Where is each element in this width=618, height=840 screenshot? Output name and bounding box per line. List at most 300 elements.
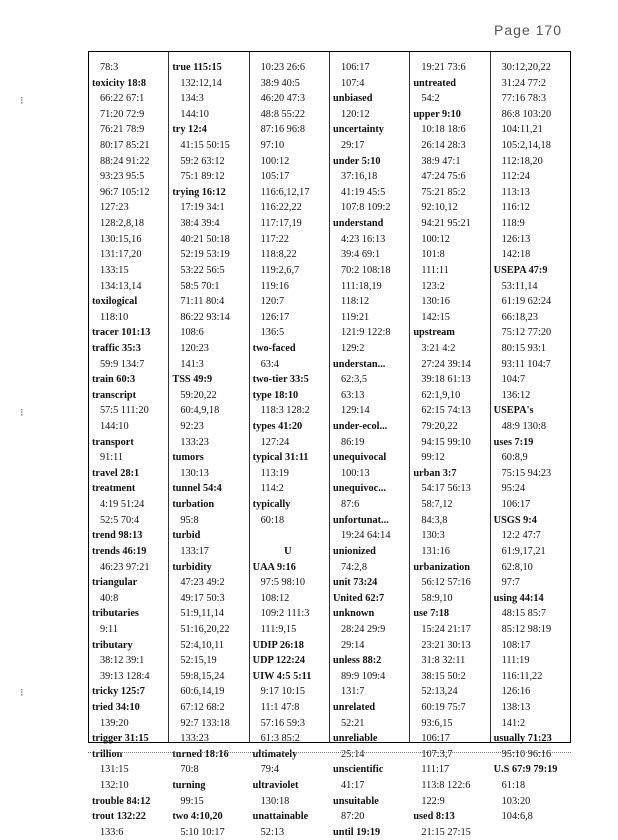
page-reference: 120:7 [260,296,285,308]
page-reference: 39:18 61:13 [421,374,471,386]
page-reference: 117:17,19 [260,218,302,230]
index-term: under-ecol... [332,421,388,433]
page-reference: 106:17 [501,499,531,511]
page-reference: 106:17 [340,62,370,73]
index-term: typical 31:11 [252,452,309,464]
page-reference: 142:18 [501,249,531,261]
page-reference: 97:7 [501,577,520,589]
page-reference: 80:17 85:21 [100,140,150,152]
page-reference: 118:9 [501,218,525,230]
page-reference: 87:20 [340,811,365,823]
page-reference: 23:21 30:13 [421,639,471,651]
page-reference: 38:9 40:5 [260,77,300,89]
page-reference: 109:2 111:3 [260,608,310,620]
page-reference: 113:19 [260,467,289,479]
page-reference: 58:9,10 [421,592,453,604]
index-term: under 5:10 [332,155,381,167]
page-reference: 46:23 97:21 [100,561,150,573]
page-reference: 131:17,20 [100,249,142,261]
index-term: understand [332,218,384,230]
page-reference: 29:14 [340,639,365,651]
index-term: unattainable [252,811,309,823]
page-reference: 107:4 [340,77,365,89]
section-letter: U [284,545,292,557]
page-reference: 62:1,9,10 [421,389,461,401]
page-reference: 29:17 [340,140,365,152]
index-term: UDP 122:24 [252,655,305,667]
index-term: type 18:10 [252,389,299,401]
index-term: unrelated [332,701,376,713]
page-reference: 28:24 29:9 [340,623,386,635]
page-reference: 87:16 96:8 [260,124,305,136]
page-reference: 52:4,10,11 [180,639,224,651]
page-reference: 71:20 72:9 [100,108,145,120]
index-term: upper 9:10 [413,108,461,120]
index-term: tried 34:10 [92,701,140,713]
page-reference: 93:23 95:5 [100,171,145,183]
page-reference: 127:24 [260,436,290,448]
page-reference: 66:18,23 [501,311,538,323]
page-reference: 134:13,14 [100,280,142,292]
page-reference: 130:16 [421,296,450,308]
index-term: treatment [92,483,136,495]
page-reference: 86:19 [340,436,365,448]
page-reference: 133:23 [180,733,209,745]
page-reference: 61:19 62:24 [501,296,552,308]
page-reference: 126:16 [501,686,531,698]
page-reference: 75:15 94:23 [501,467,552,479]
page-reference: 95:8 [180,514,199,526]
page-reference [253,528,329,544]
page-reference: 86:8 103:20 [501,108,552,120]
index-term: uses 7:19 [493,436,534,448]
page-reference: 116:11,22 [501,670,543,682]
page-reference: 133:15 [100,264,129,276]
page-reference: 118:12 [340,296,370,308]
page-reference: 117:22 [260,233,289,245]
page-reference: 120:12 [340,108,370,120]
index-term: two-faced [252,342,296,354]
word-index-table [88,51,571,838]
page-reference: 132:12,14 [180,77,222,89]
page-reference: 41:19 45:5 [340,186,386,198]
index-term: ultimately [252,748,298,760]
index-term: types 41:20 [252,421,303,433]
index-term: unionized [332,545,376,557]
page-reference: 39:4 69:1 [340,249,381,261]
page-reference: 130:13 [180,467,209,479]
index-term: trouble 84:12 [92,795,151,807]
page-reference: 127:23 [100,202,129,214]
page-reference: 38:4 39:4 [180,218,220,230]
page-reference: 131:16 [421,545,450,557]
page-reference: 88:24 91:22 [100,155,150,167]
index-term: two 4:10,20 [172,811,223,823]
page-reference: 94:21 95:21 [421,218,471,230]
index-term: turning [172,780,206,792]
index-term: TSS 49:9 [172,374,213,386]
page-reference: 130:15,16 [100,233,142,245]
index-column-4 [329,52,409,838]
index-column-1 [89,52,168,838]
index-term: unit 73:24 [332,577,378,589]
page-reference: 52:13,24 [421,686,458,698]
page-reference: 12:2 47:7 [501,530,541,542]
page-reference: 62:8,10 [501,561,533,573]
page-reference: 93:6,15 [421,717,453,729]
page-reference: 76:21 78:9 [100,124,145,136]
index-term: UAA 9:16 [252,561,296,573]
index-column-6 [490,52,570,823]
index-term: USEPA 47:9 [493,264,548,276]
page-reference: 75:21 85:2 [421,186,466,198]
page-reference: 107:3,7 [421,748,453,760]
index-term: toxilogical [92,296,138,308]
index-term: two-tier 33:5 [252,374,309,386]
page-reference: 59:9 134:7 [100,358,145,370]
page-reference: 104:6,8 [501,811,533,823]
page-reference: 39:13 128:4 [100,670,150,682]
page-reference: 105:2,14,18 [501,140,551,152]
page-reference: 47:24 75:6 [421,171,466,183]
page-reference: 112:24 [501,171,530,183]
page-reference: 57:16 59:3 [260,717,305,729]
page-reference: 52:13 [260,826,285,838]
page-reference: 92:10,12 [421,202,458,214]
page-reference: 116:6,12,17 [260,186,310,198]
page-reference: 96:7 105:12 [100,186,150,198]
page-reference: 107:8 109:2 [340,202,391,214]
index-term: use 7:18 [413,608,450,620]
page-reference: 97:10 [260,140,285,152]
page-reference: 25:14 [340,748,365,760]
page-reference: 92:23 [180,421,204,433]
index-term: traffic 35:3 [92,342,141,354]
page-reference: 19:21 73:6 [421,62,466,73]
page-reference: 108:6 [180,327,204,339]
index-term: turned 18:16 [172,748,229,760]
page-reference: 84:3,8 [421,514,448,526]
page-reference: 19:24 64:14 [340,530,391,542]
page-reference: 37:16,18 [340,171,378,183]
page-reference: 9:11 [100,623,118,635]
index-term: true 115:15 [172,62,222,73]
page-reference: 58:7,12 [421,499,453,511]
page-reference: 131:7 [340,686,365,698]
page-reference: 133:6 [100,826,124,838]
page-reference: 122:9 [421,795,445,807]
page-reference: 62:15 74:13 [421,405,471,417]
page-reference: 38:12 39:1 [100,655,145,667]
page-reference: 52:19 53:19 [180,249,230,261]
page-reference: 99:12 [421,452,445,464]
page-reference: 139:20 [100,717,129,729]
index-term: usually 71:23 [493,733,552,745]
page-reference: 75:12 77:20 [501,327,552,339]
page-reference: 108:12 [260,592,290,604]
page-reference: 126:17 [260,311,290,323]
index-term: UIW 4:5 5:11 [252,670,312,682]
index-term: travel 28:1 [92,467,140,479]
page-reference: 93:11 104:7 [501,358,551,370]
page-reference: 111:19 [501,655,530,667]
index-term: used 8:13 [413,811,455,823]
page-reference: 105:17 [260,171,290,183]
page-reference: 75:1 89:12 [180,171,225,183]
page-reference: 119:21 [340,311,370,323]
index-column-3 [249,52,329,838]
page-reference: 129:14 [340,405,370,417]
index-term: using 44:14 [493,592,544,604]
page-reference: 113:8 122:6 [421,780,471,792]
index-term: urbanization [413,561,470,573]
page-reference: 92:7 133:18 [180,717,230,729]
page-reference: 11:1 47:8 [260,701,300,713]
page-reference: 136:5 [260,327,285,339]
page-reference: 103:20 [501,795,531,807]
page-reference: 53:22 56:5 [180,264,225,276]
page-reference: 91:11 [100,452,124,464]
index-term: unequivocal [332,452,387,464]
page-reference: 60:18 [260,514,285,526]
page-reference: 51:16,20,22 [180,623,230,635]
page-reference: 101:8 [421,249,445,261]
page-reference: 130:3 [421,530,445,542]
page-reference: 48:9 130:8 [501,421,546,433]
page-reference: 41:15 50:15 [180,140,230,152]
index-term: unequivoc... [332,483,386,495]
page-reference: 111:11 [421,264,449,276]
page-reference: 144:10 [100,421,129,433]
page-reference: 31:8 32:11 [421,655,466,667]
index-term: unreliable [332,733,378,745]
page-reference: 67:12 68:2 [180,701,225,713]
index-term: transport [92,436,134,448]
page-reference: 77:16 78:3 [501,93,546,105]
page-reference: 59:8,15,24 [180,670,225,682]
page-reference: 17:19 34:1 [180,202,225,214]
page-reference: 133:23 [180,436,209,448]
index-term: trends 46:19 [92,545,147,557]
page-reference: 61:3 85:2 [260,733,300,745]
margin-mark: ⁝ [20,406,24,419]
page-reference: 56:12 57:16 [421,577,471,589]
page-reference: 108:17 [501,639,531,651]
page-reference: 100:13 [340,467,370,479]
page-reference: 15:24 21:17 [421,623,471,635]
page-reference: 141:3 [180,358,204,370]
page-reference: 57:5 111:20 [100,405,149,417]
page-reference: 94:15 99:10 [421,436,471,448]
page-reference: 54:17 56:13 [421,483,471,495]
index-term: tricky 125:7 [92,686,145,698]
page-reference: 132:10 [100,780,129,792]
index-term: turbidity [172,561,212,573]
page-reference: 100:12 [421,233,450,245]
page-reference: 120:23 [180,342,209,354]
page-reference: 54:2 [421,93,440,105]
index-term: train 60:3 [92,374,136,386]
index-term: triangular [92,577,138,589]
page-reference: 59:20,22 [180,389,217,401]
page-reference: 30:12,20,22 [501,62,551,73]
page-reference: 60:8,9 [501,452,528,464]
page-reference [494,825,570,840]
page-reference: 60:6,14,19 [180,686,225,698]
page-reference: 62:3,5 [340,374,368,386]
page-reference: 128:2,8,18 [100,218,145,230]
page-reference: 134:3 [180,93,204,105]
page-reference: 52:5 70:4 [100,514,140,526]
index-term: USEPA's [493,405,534,417]
index-term: toxicity 18:8 [92,77,147,89]
page-reference: 41:17 [340,780,365,792]
page-reference: 126:13 [501,233,531,245]
page-reference: 104:7 [501,374,526,386]
page-reference: 129:2 [340,342,365,354]
page-reference: 61:9,17,21 [501,545,546,557]
index-term: typically [252,499,291,511]
page-reference: 58:5 70:1 [180,280,220,292]
index-term: tunnel 54:4 [172,483,222,495]
page-reference: 106:17 [421,733,450,745]
index-term: ultraviolet [252,780,299,792]
index-term: upstream [413,327,455,339]
page-reference: 85:12 98:19 [501,623,552,635]
page-reference: 27:24 39:14 [421,358,471,370]
page-reference: 31:24 77:2 [501,77,546,89]
page-reference: 48:8 55:22 [260,108,305,120]
page-reference: 119:16 [260,280,289,292]
page-reference: 60:19 75:7 [421,701,466,713]
index-term: unfortunat... [332,514,389,526]
page-reference: 61:18 [501,780,526,792]
page-reference: 87:6 [340,499,360,511]
page-reference: 40:8 [100,592,119,604]
page-reference: 123:2 [421,280,445,292]
page-reference: 40:21 50:18 [180,233,230,245]
page-reference: 52:21 [340,717,365,729]
index-term: urban 3:7 [413,467,457,479]
index-term: unless 88:2 [332,655,382,667]
index-term: transcript [92,389,137,401]
index-term: tumors [172,452,204,464]
index-term: tracer 101:13 [92,327,151,339]
page-reference: 70:2 108:18 [340,264,391,276]
page-reference: 138:13 [501,701,531,713]
index-term: United 62:7 [332,592,385,604]
margin-mark: ⁝ [20,94,24,107]
page-reference: 9:17 10:15 [260,686,305,698]
index-term: unscientific [332,764,384,776]
page-reference: 38:9 47:1 [421,155,461,167]
index-term: try 12:4 [172,124,207,136]
page-reference: 142:15 [421,311,450,323]
page-reference: 118:3 128:2 [260,405,310,417]
index-term: U.S 67:9 79:19 [493,764,558,776]
index-term: USGS 9:4 [493,514,537,526]
margin-mark: ⁝ [20,686,24,699]
index-term: unsuitable [332,795,379,807]
page-reference: 79:20,22 [421,421,458,433]
page-reference: 46:20 47:3 [260,93,305,105]
bottom-rule [88,752,571,753]
index-term: turbid [172,530,201,542]
page-reference: 47:23 49:2 [180,577,225,589]
page-reference: 116:22,22 [260,202,302,214]
page-reference: 118:8,22 [260,249,297,261]
page-reference: 10:23 26:6 [260,62,305,73]
page-reference: 131:15 [100,764,129,776]
page-reference: 26:14 28:3 [421,140,466,152]
page-reference: 63:13 [340,389,365,401]
page-reference: 79:4 [260,764,279,776]
page-reference: 53:11,14 [501,280,538,292]
page-reference: 113:13 [501,186,530,198]
page-reference: 59:2 63:12 [180,155,225,167]
page-reference: 66:22 67:1 [100,93,145,105]
page-reference: 3:21 4:2 [421,342,456,354]
page-reference: 78:3 [100,62,119,73]
page-reference: 114:2 [260,483,284,495]
index-term: trillion [92,748,123,760]
page-reference: 70:8 [180,764,199,776]
page-reference: 71:11 80:4 [180,296,225,308]
page-reference: 130:18 [260,795,290,807]
page-reference: 95:24 [501,483,526,495]
page-reference: 86:22 93:14 [180,311,230,323]
page-reference: 89:9 109:4 [340,670,386,682]
page-reference: 112:18,20 [501,155,543,167]
page-reference: 51:9,11,14 [180,608,224,620]
index-column-5 [409,52,489,838]
index-term: unknown [332,608,375,620]
index-term: understan... [332,358,386,370]
page-reference: 99:15 [180,795,204,807]
page-reference: 95:10 96:16 [501,748,552,760]
page-reference: 104:11,21 [501,124,543,136]
index-term: unbiased [332,93,373,105]
index-term: uncertainty [332,124,384,136]
page-reference: 4:19 51:24 [100,499,145,511]
page-reference: 97:5 98:10 [260,577,305,589]
index-term: trying 16:12 [172,186,226,198]
page-reference: 111:18,19 [340,280,382,292]
page-reference: 21:15 27:15 [421,826,471,838]
page-reference: 144:10 [180,108,209,120]
page-reference: 52:15,19 [180,655,217,667]
index-term: tributary [92,639,133,651]
page-reference: 74:2,8 [340,561,368,573]
index-term: untreated [413,77,457,89]
page-reference: 119:2,6,7 [260,264,300,276]
page-reference: 49:17 50:3 [180,592,225,604]
page-reference: 48:15 85:7 [501,608,546,620]
index-term: tributaries [92,608,139,620]
page-reference: 118:10 [100,311,129,323]
index-term: UDIP 26:18 [252,639,304,651]
page-reference: 38:15 50:2 [421,670,466,682]
page-reference: 10:18 18:6 [421,124,466,136]
page-reference: 60:4,9,18 [180,405,220,417]
index-term: trend 98:13 [92,530,143,542]
page-reference: 121:9 122:8 [340,327,391,339]
page-reference: 63:4 [260,358,279,370]
page-reference: 133:17 [180,545,209,557]
page-reference: 116:12 [501,202,530,214]
index-column-2 [168,52,248,838]
page-number-header: Page 170 [494,22,562,38]
